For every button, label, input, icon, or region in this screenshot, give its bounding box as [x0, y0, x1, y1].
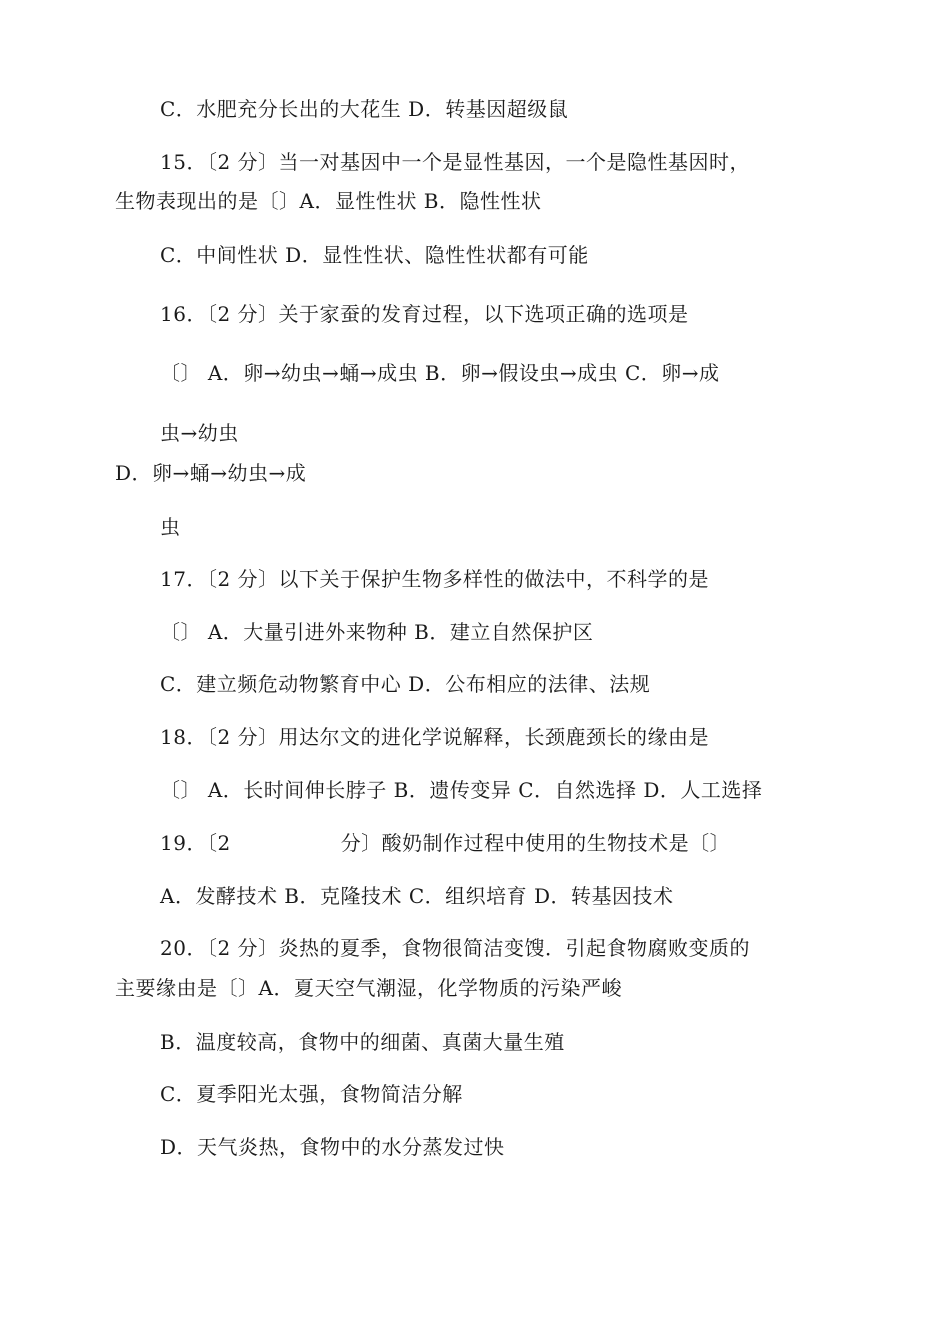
q19-options: A．发酵技术 B．克隆技术 C．组织培育 D．转基因技术 — [160, 884, 674, 908]
q17-options-cd: C．建立频危动物繁育中心 D．公布相应的法律、法规 — [160, 672, 651, 696]
q20-option-c: C．夏季阳光太强，食物简洁分解 — [160, 1082, 463, 1106]
q16-options-cont: 虫→幼虫 — [160, 421, 239, 445]
q16-options: 〔〕 A．卵→幼虫→蛹→成虫 B．卵→假设虫→成虫 C．卵→成 — [160, 361, 720, 385]
q20-stem: 20．〔2 分〕炎热的夏季，食物很简洁变馊．引起食物腐败变质的 — [160, 936, 751, 960]
q19-text: 分〕酸奶制作过程中使用的生物技术是〔〕 — [340, 831, 731, 855]
q16-stem: 16．〔2 分〕关于家蚕的发育过程，以下选项正确的选项是 — [160, 302, 689, 326]
q18-options: 〔〕 A．长时间伸长脖子 B．遗传变异 C．自然选择 D．人工选择 — [160, 778, 763, 802]
q19-stem — [160, 829, 730, 857]
q17-stem: 17．〔2 分〕以下关于保护生物多样性的做法中，不科学的是 — [160, 567, 710, 591]
q20-option-b: B．温度较高，食物中的细菌、真菌大量生殖 — [160, 1030, 565, 1054]
q14-options-cd: C．水肥充分长出的大花生 D．转基因超级鼠 — [160, 97, 569, 121]
q20-stem-cont: 主要缘由是〔〕A．夏天空气潮湿，化学物质的污染严峻 — [115, 976, 622, 1000]
q17-options-ab: 〔〕 A．大量引进外来物种 B．建立自然保护区 — [160, 620, 594, 644]
q20-option-d: D．天气炎热，食物中的水分蒸发过快 — [160, 1135, 505, 1159]
q15-stem: 15．〔2 分〕当一对基因中一个是显性基因，一个是隐性基因时， — [160, 150, 751, 174]
q15-stem-cont: 生物表现出的是〔〕A．显性性状 B．隐性性状 — [115, 189, 542, 213]
q18-stem: 18．〔2 分〕用达尔文的进化学说解释，长颈鹿颈长的缘由是 — [160, 725, 710, 749]
q15-options-cd: C．中间性状 D．显性性状、隐性性状都有可能 — [160, 243, 589, 267]
q16-option-d-cont: 虫 — [160, 515, 181, 539]
q19-number: 19．〔2 — [160, 831, 231, 855]
q16-option-d: D．卵→蛹→幼虫→成 — [115, 461, 307, 485]
